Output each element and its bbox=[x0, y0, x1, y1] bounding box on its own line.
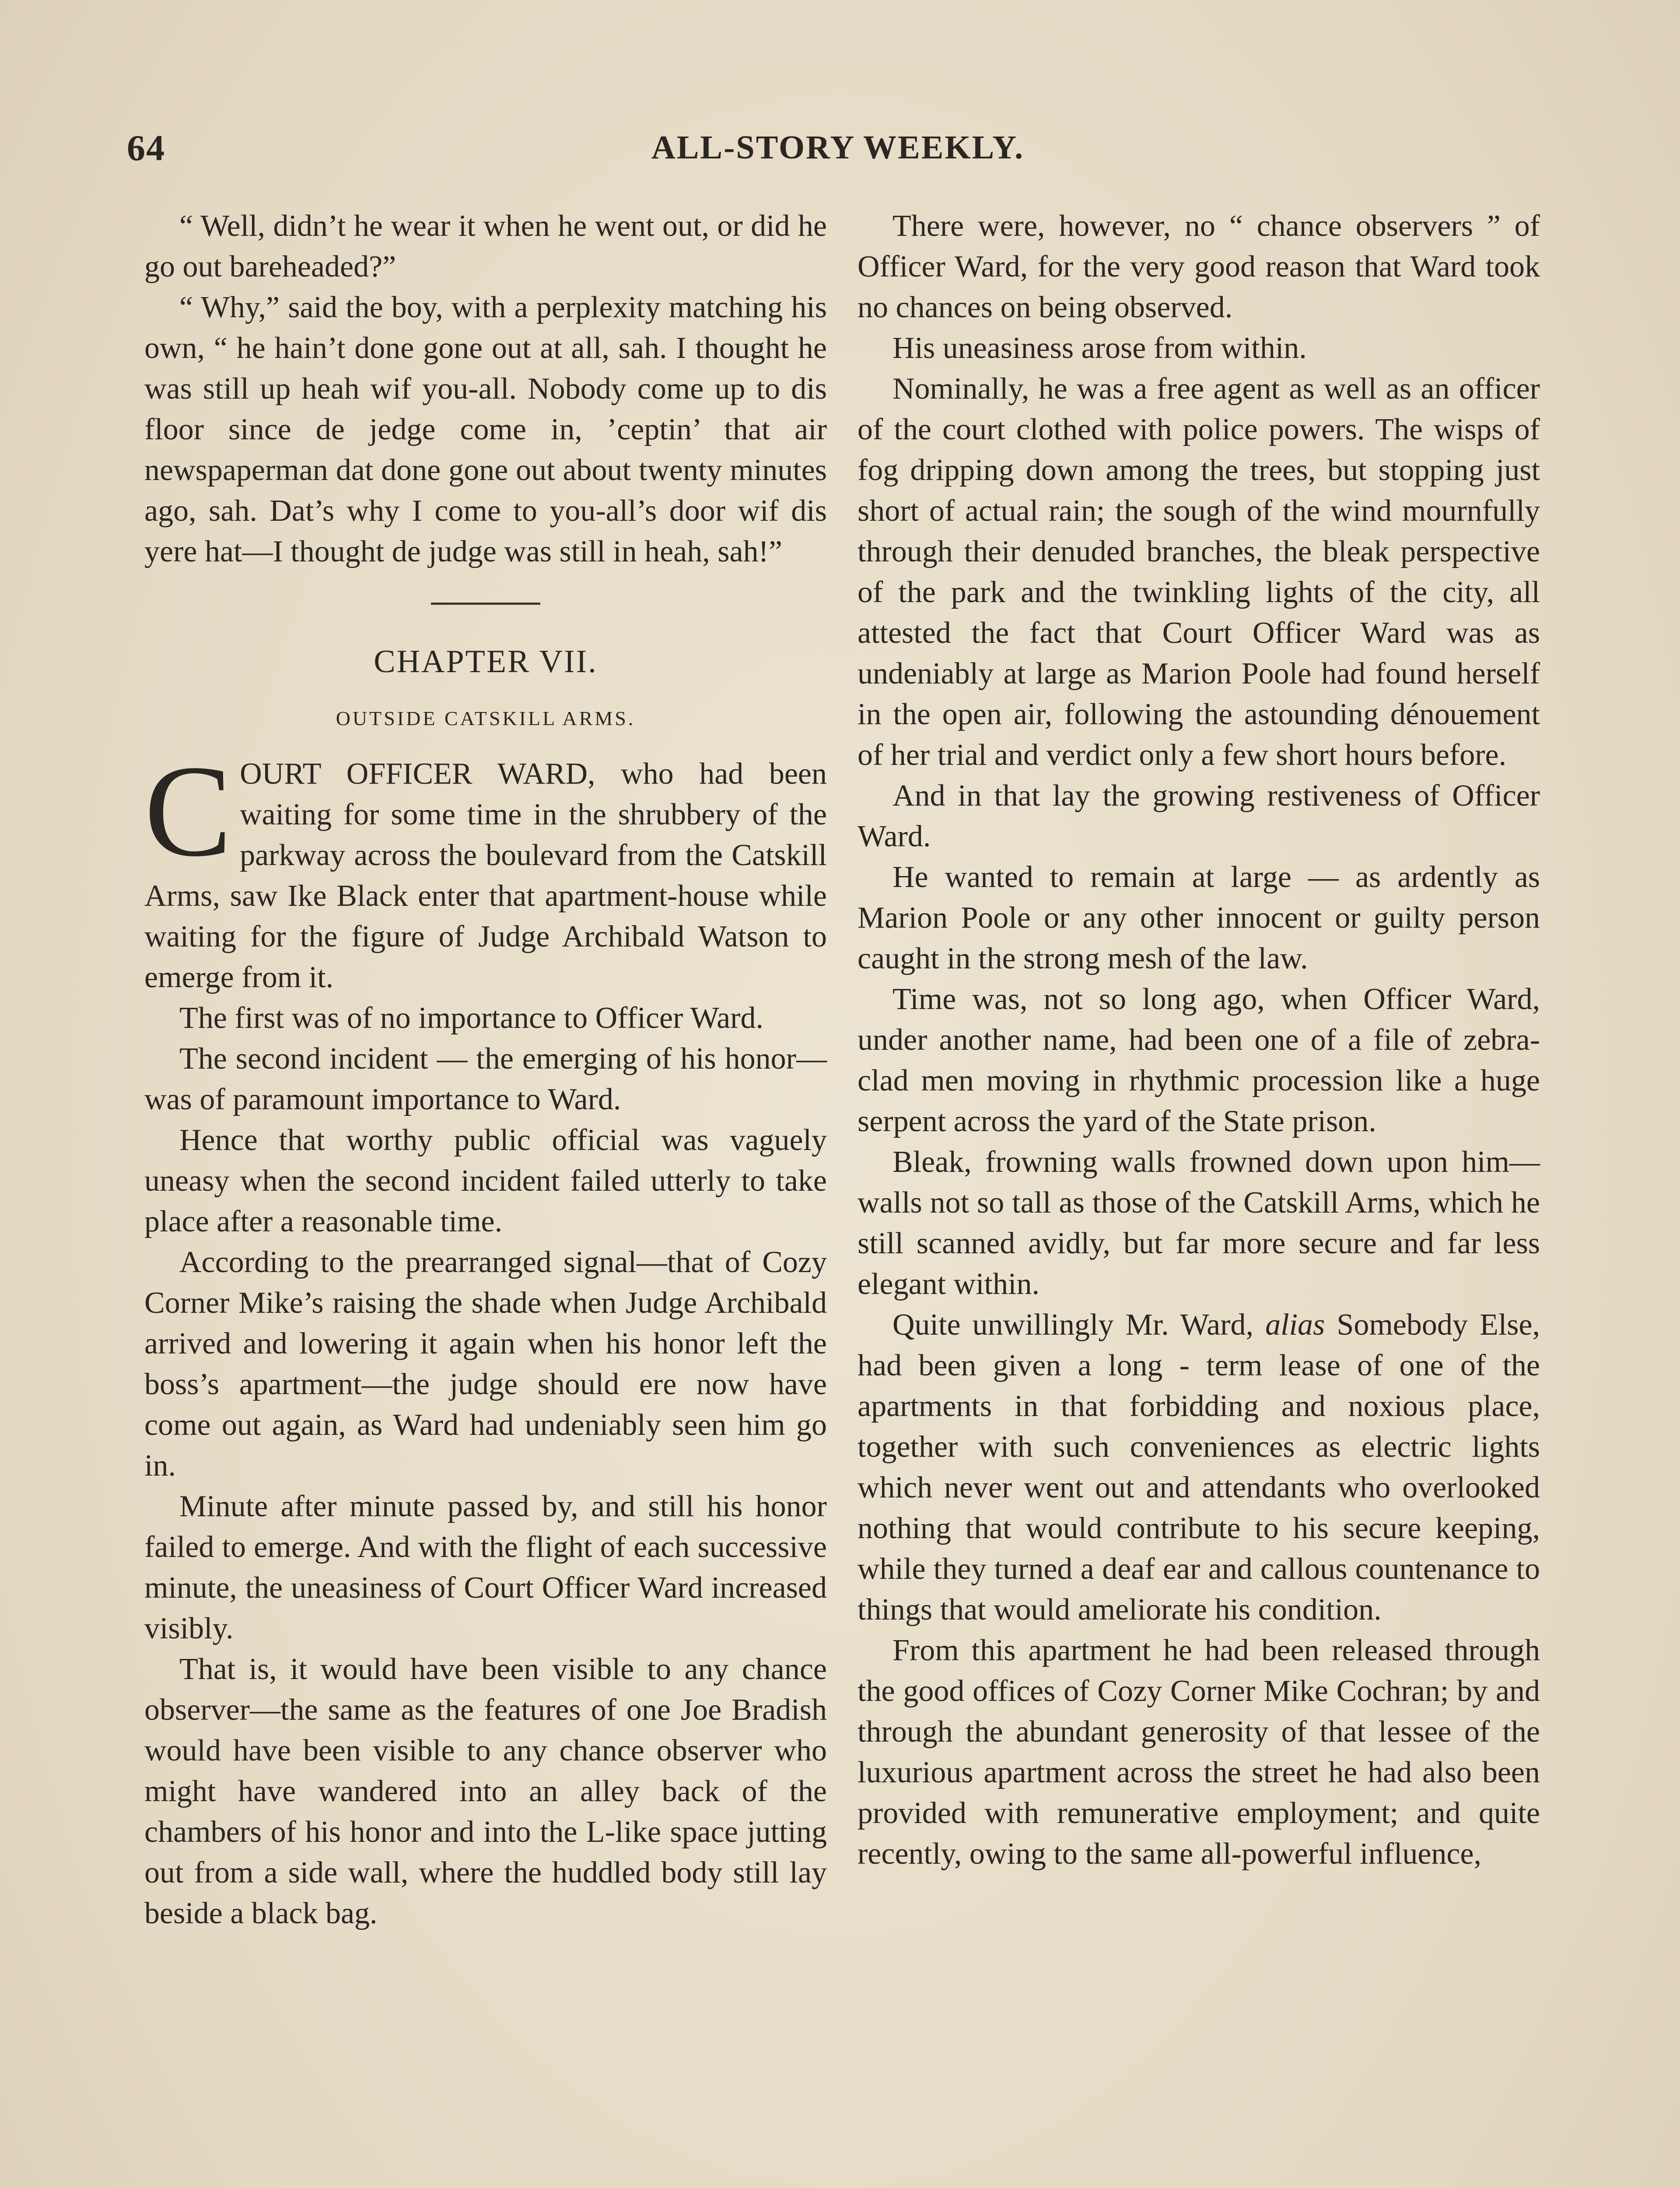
drop-cap-paragraph bbox=[144, 738, 827, 998]
paragraph: According to the prearranged signal—that of Cozy Corner Mike’s raising the shade when Judge Archibald arrived and lowering it again when his honor left the boss’s apartment—the judge should ere now have come out again, as Ward had undeniably seen him go in. bbox=[144, 1245, 827, 1483]
paragraph: Hence that worthy public official was vaguely uneasy when the second incident failed utterly to take place after a reasonable time. bbox=[144, 1123, 827, 1238]
paragraph: That is, it would have been visible to any chance observer—the same as the features of one Joe Bradish would have been visible to any chance observer who might have wandered into an alley back of the chambers of his honor and into the L-like space jutting out from a side wall, where the huddled body still lay beside a black bag. bbox=[144, 1652, 827, 1930]
paragraph bbox=[858, 368, 1540, 775]
paragraph-text: of her trial and verdict only a few short hours before. bbox=[858, 738, 1507, 772]
paragraph: He wanted to remain at large — as ardently as Marion Poole or any other innocent or guilty person caught in the strong mesh of the law. bbox=[858, 860, 1540, 975]
paragraph-text: OURT OFFICER WARD, who had been waiting for some time in the shrubbery of the parkway across the boulevard from the Catskill Arms, saw Ike Black enter that apartment-house while waiting for the figure of Judge Archibald Watson to emerge from it. bbox=[144, 757, 827, 994]
running-head: ALL-STORY WEEKLY. bbox=[651, 129, 1025, 166]
paragraph: Time was, not so long ago, when Officer Ward, under another name, had been one of a file of zebra-clad men moving in rhythmic procession like a huge serpent across the yard of the State prison. bbox=[858, 982, 1540, 1138]
paragraph-text: Quite unwillingly Mr. Ward, bbox=[892, 1308, 1266, 1342]
paragraph: The second incident — the emerging of his honor—was of paramount importance to Ward. bbox=[144, 1042, 827, 1116]
right-column bbox=[858, 206, 1540, 1874]
section-divider bbox=[431, 603, 540, 605]
paragraph: The first was of no importance to Officer Ward. bbox=[179, 1001, 763, 1035]
left-column bbox=[144, 206, 827, 1934]
paragraph-text: Somebody Else, had been given a long - term lease of one of the apartments in that forbidding and noxious place, together with such conveniences as electric lights which never went out and attendants who overlooked nothing that would contribute to his secure keeping, while they turned a deaf ear and callous countenance to things that would ameliorate his condition. bbox=[858, 1308, 1540, 1627]
chapter-title: CHAPTER VII. bbox=[374, 644, 598, 680]
page-header bbox=[127, 127, 1549, 184]
paragraph: “ Well, didn’t he wear it when he went out, or did he go out bareheaded?” bbox=[144, 209, 827, 284]
paragraph: His uneasiness arose from within. bbox=[892, 331, 1307, 365]
paragraph-text: Nominally, he was a free agent as well as an officer of the court clothed with police powers. The wisps of fog dripping down among the trees, but stopping just short of actual rain; the sough of the wind mournfully through their denuded branches, the bleak perspective of the park and the twinkling lights of the city, all attested the fact that Court Officer Ward was as undeniably at large as Marion Poole had found herself in the open air, following the astounding bbox=[858, 372, 1540, 731]
chapter-subtitle: OUTSIDE CATSKILL ARMS. bbox=[336, 707, 636, 729]
paragraph: From this apartment he had been released through the good offices of Cozy Corner Mike Cochran; by and through the abundant generosity of that lessee of the luxurious apartment across the street he had also been provided with remunerative employment; and quite recently, owing to the same all-powerful influence, bbox=[858, 1634, 1540, 1871]
italic-word: alias bbox=[1265, 1308, 1325, 1342]
page-number: 64 bbox=[127, 128, 165, 168]
paragraph: And in that lay the growing restiveness of Officer Ward. bbox=[858, 779, 1540, 853]
paragraph bbox=[858, 1304, 1540, 1630]
paragraph: Bleak, frowning walls frowned down upon him—walls not so tall as those of the Catskill Arms, which he still scanned avidly, but far more secure and far less elegant within. bbox=[858, 1145, 1540, 1301]
italic-word: dénouement bbox=[1390, 698, 1540, 731]
paragraph: Minute after minute passed by, and still his honor failed to emerge. And with the flight of each successive minute, the uneasiness of Court Officer Ward increased visibly. bbox=[144, 1490, 827, 1645]
drop-cap-letter: C bbox=[144, 738, 232, 884]
paragraph: “ Why,” said the boy, with a perplexity matching his own, “ he hain’t done gone out at all, sah. I thought he was still up heah wif you-all. Nobody come up to dis floor since de jedge come in, ’ceptin’ that air newspaperman dat done gone out about twenty minutes ago, sah. Dat’s why I come to you-all’s door wif dis yere hat—I thought de judge was still in heah, sah!” bbox=[144, 291, 827, 568]
paragraph: There were, however, no “ chance observers ” of Officer Ward, for the very good reason that Ward took no chances on being observed. bbox=[858, 209, 1540, 324]
